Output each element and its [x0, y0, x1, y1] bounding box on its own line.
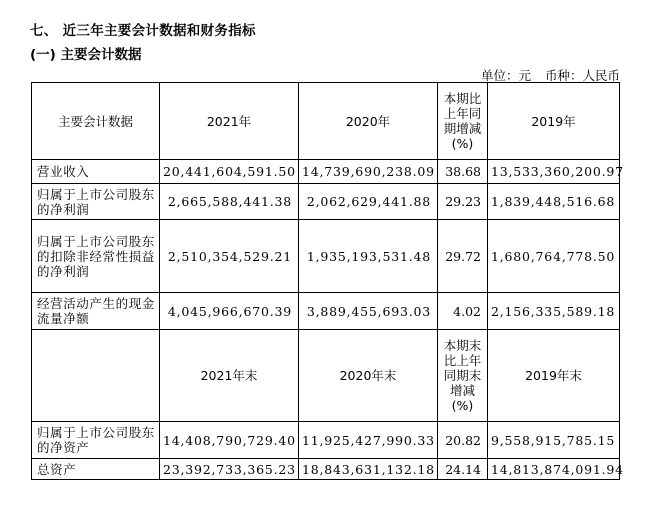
value-2019: 1,680,764,778.50 — [488, 220, 620, 293]
table-row — [32, 459, 620, 480]
header-change-end: 本期末比上年同期末增减(%) — [438, 330, 488, 422]
value-2019: 2,156,335,589.18 — [488, 293, 620, 330]
value-2021: 2,510,354,529.21 — [160, 220, 299, 293]
value-2021: 14,408,790,729.40 — [160, 422, 299, 459]
value-change: 38.68 — [438, 160, 488, 184]
accounting-data-table — [31, 82, 624, 480]
value-2021: 23,392,733,365.23 — [160, 459, 299, 480]
table1-header-row — [32, 83, 620, 160]
header-change: 本期比上年同期增减(%) — [438, 83, 488, 160]
value-2020: 11,925,427,990.33 — [299, 422, 438, 459]
header-2019: 2019年 — [488, 83, 620, 160]
subsection-title: (一) 主要会计数据 — [30, 47, 142, 63]
header-2020: 2020年 — [299, 83, 438, 160]
value-2020: 18,843,631,132.18 — [299, 459, 438, 480]
table2-header-row — [32, 330, 620, 422]
header-2020-end: 2020年末 — [299, 330, 438, 422]
value-change: 24.14 — [438, 459, 488, 480]
row-label: 经营活动产生的现金流量净额 — [32, 293, 160, 330]
table-row — [32, 422, 620, 459]
header-empty — [32, 330, 160, 422]
value-2021: 4,045,966,670.39 — [160, 293, 299, 330]
row-label: 总资产 — [32, 459, 160, 480]
value-2019: 13,533,360,200.97 — [488, 160, 620, 184]
table-row — [32, 160, 620, 184]
header-2021-end: 2021年末 — [160, 330, 299, 422]
value-2019: 14,813,874,091.94 — [488, 459, 620, 480]
value-change: 4.02 — [438, 293, 488, 330]
value-change: 29.72 — [438, 220, 488, 293]
value-2019: 1,839,448,516.68 — [488, 184, 620, 220]
header-main-data: 主要会计数据 — [32, 83, 160, 160]
row-label: 营业收入 — [32, 160, 160, 184]
unit-label: 单位：元 — [480, 68, 531, 83]
value-2020: 2,062,629,441.88 — [299, 184, 438, 220]
value-2020: 14,739,690,238.09 — [299, 160, 438, 184]
currency-label: 币种：人民币 — [544, 68, 620, 83]
value-change: 20.82 — [438, 422, 488, 459]
section-title: 七、 近三年主要会计数据和财务指标 — [30, 23, 256, 39]
header-2021: 2021年 — [160, 83, 299, 160]
header-2019-end: 2019年末 — [488, 330, 620, 422]
value-2020: 1,935,193,531.48 — [299, 220, 438, 293]
table-row — [32, 184, 620, 220]
value-2019: 9,558,915,785.15 — [488, 422, 620, 459]
table-row — [32, 220, 620, 293]
value-2020: 3,889,455,693.03 — [299, 293, 438, 330]
row-label: 归属于上市公司股东的净利润 — [32, 184, 160, 220]
row-label: 归属于上市公司股东的净资产 — [32, 422, 160, 459]
row-label: 归属于上市公司股东的扣除非经常性损益的净利润 — [32, 220, 160, 293]
table-row — [32, 293, 620, 330]
value-2021: 20,441,604,591.50 — [160, 160, 299, 184]
value-2021: 2,665,588,441.38 — [160, 184, 299, 220]
value-change: 29.23 — [438, 184, 488, 220]
